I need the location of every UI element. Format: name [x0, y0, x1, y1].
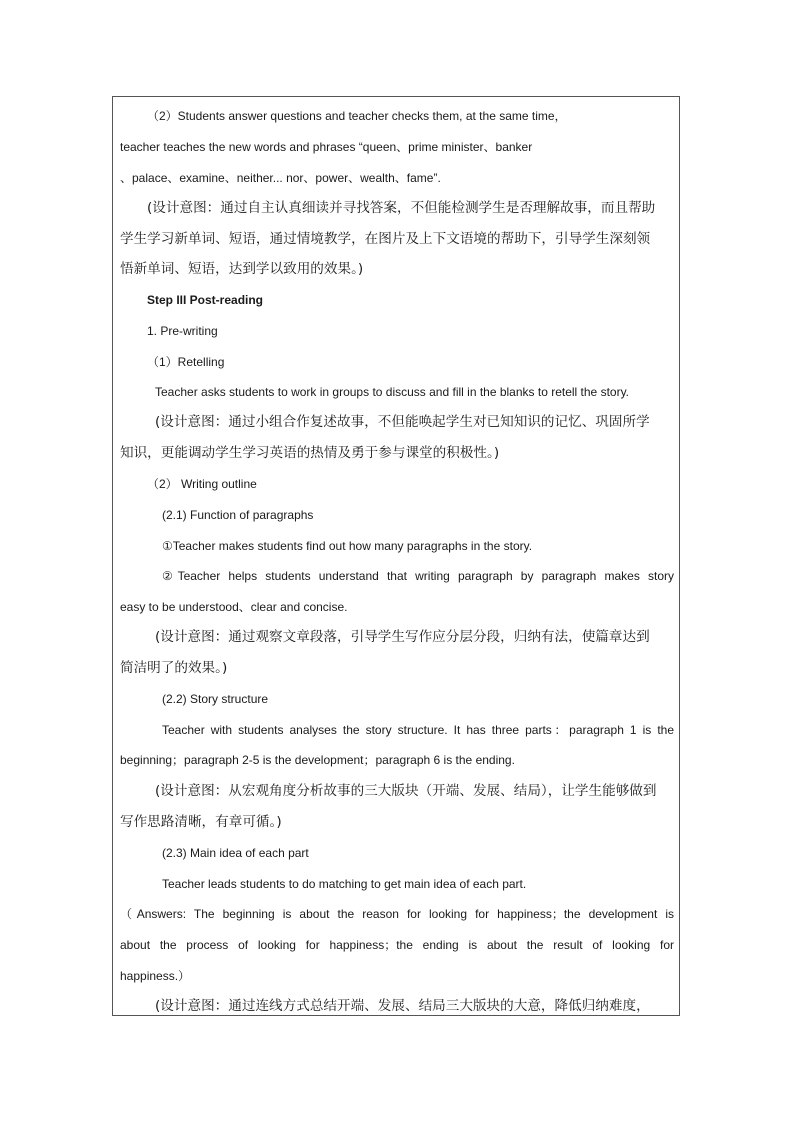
subsection-heading: (2.3) Main idea of each part — [162, 846, 309, 860]
answers-line: about the process of looking for happiness；the ending is about the result of looking for — [120, 938, 674, 952]
design-intent-line: (设计意图：通过自主认真细读并寻找答案，不但能检测学生是否理解故事，而且帮助 — [147, 200, 656, 216]
answers-line: happiness.） — [120, 969, 191, 983]
text-line: Teacher asks students to work in groups to discuss and fill in the blanks to retell the story. — [155, 385, 630, 399]
text-line: beginning；paragraph 2-5 is the development；paragraph 6 is the ending. — [120, 753, 515, 767]
design-intent-line: (设计意图：通过连线方式总结开端、发展、结局三大版块的大意，降低归纳难度， — [155, 998, 650, 1014]
design-intent-line: 写作思路清晰，有章可循。) — [120, 814, 282, 830]
design-intent-line: (设计意图：从宏观角度分析故事的三大版块（开端、发展、结局），让学生能够做到 — [155, 783, 657, 799]
text-line: easy to be understood、clear and concise. — [120, 600, 348, 614]
design-intent-line: 知识，更能调动学生学习英语的热情及勇于参与课堂的积极性。) — [120, 445, 500, 461]
subsection-heading: （1）Retelling — [147, 355, 225, 369]
design-intent-line: 简洁明了的效果。) — [120, 660, 228, 676]
text-line: ①Teacher makes students find out how many paragraphs in the story. — [162, 539, 533, 553]
design-intent-line: (设计意图：通过小组合作复述故事，不但能唤起学生对已知知识的记忆、巩固所学 — [155, 414, 650, 430]
text-line: （2）Students answer questions and teacher checks them, at the same time， — [147, 109, 567, 123]
text-line: Teacher with students analyses the story structure. It has three parts：paragraph 1 is the — [162, 723, 674, 737]
lesson-plan-table-cell — [112, 96, 680, 1016]
answers-line: （Answers: The beginning is about the reason for looking for happiness；the development is — [120, 907, 674, 921]
text-line: 、palace、examine、neither... nor、power、wealth、fame”. — [120, 171, 441, 185]
subsection-heading: (2.1) Function of paragraphs — [162, 508, 314, 522]
subsection-heading: (2.2) Story structure — [162, 692, 269, 706]
text-line: Teacher leads students to do matching to get main idea of each part. — [162, 877, 527, 891]
design-intent-line: 悟新单词、短语，达到学以致用的效果。) — [120, 261, 364, 277]
text-line: teacher teaches the new words and phrases “queen、prime minister、banker — [120, 140, 533, 154]
text-line: ②Teacher helps students understand that writing paragraph by paragraph makes story — [162, 569, 674, 583]
design-intent-line: (设计意图：通过观察文章段落，引导学生写作应分层分段，归纳有法，使篇章达到 — [155, 629, 650, 645]
step-heading: Step III Post-reading — [147, 293, 264, 307]
subsection-heading: （2） Writing outline — [147, 477, 257, 491]
design-intent-line: 学生学习新单词、短语，通过情境教学，在图片及上下文语境的帮助下，引导学生深刻领 — [120, 231, 651, 247]
section-heading: 1. Pre-writing — [147, 324, 218, 338]
